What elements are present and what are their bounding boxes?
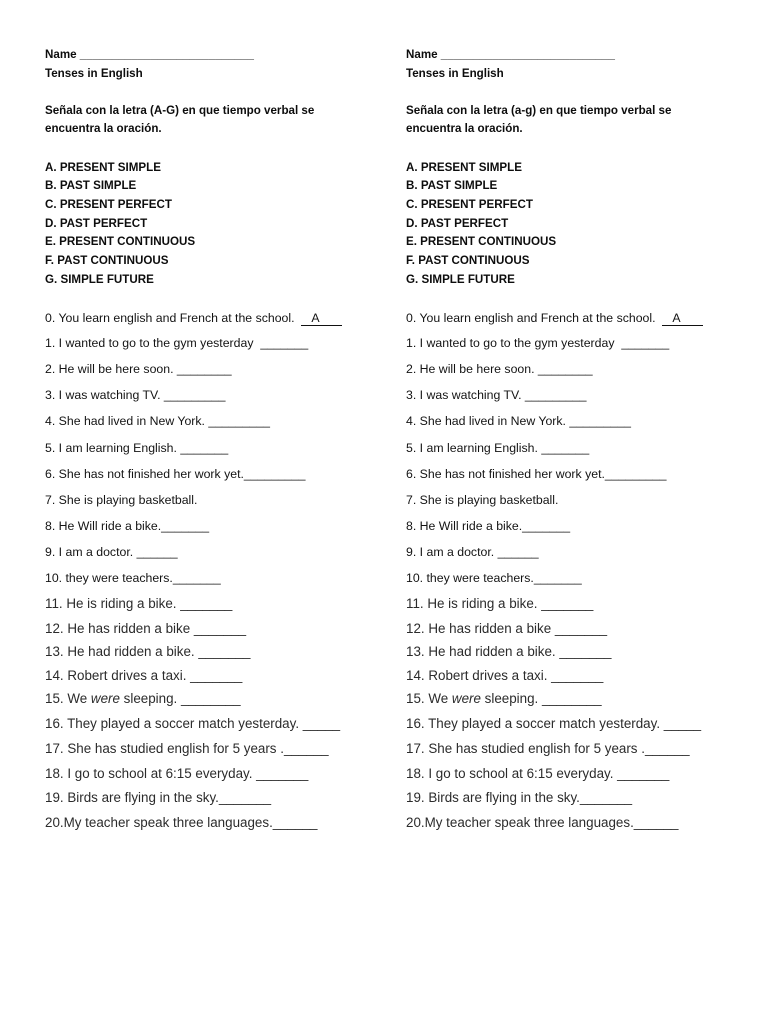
exercise-text: 16. They played a soccer match yesterday. _____ bbox=[45, 716, 341, 731]
exercise-item bbox=[406, 412, 631, 430]
emphasized-word: were bbox=[90, 691, 120, 706]
exercise-text: 1. I wanted to go to the gym yesterday _______ bbox=[45, 336, 309, 350]
exercise-text: 17. She has studied english for 5 years .______ bbox=[45, 741, 329, 756]
exercise-item bbox=[45, 765, 308, 783]
exercise-text: 20.My teacher speak three languages.______ bbox=[45, 815, 318, 830]
name-line: Name ___________________________ bbox=[406, 48, 615, 61]
exercise-text: 5. I am learning English. _______ bbox=[406, 441, 590, 455]
worksheet-title: Tenses in English bbox=[406, 67, 504, 80]
exercise-item bbox=[406, 360, 593, 378]
tense-option: A. PRESENT SIMPLE bbox=[406, 161, 522, 174]
instructions-line: encuentra la oración. bbox=[406, 122, 523, 135]
exercise-text: 15. We bbox=[45, 691, 91, 706]
exercise-text: 7. She is playing basketball. bbox=[406, 493, 559, 507]
exercise-item bbox=[406, 643, 611, 661]
exercise-item bbox=[45, 690, 241, 708]
answer-letter: A bbox=[662, 312, 702, 326]
exercise-item bbox=[406, 690, 602, 708]
tense-option: D. PAST PERFECT bbox=[45, 217, 148, 230]
name-line: Name ___________________________ bbox=[45, 48, 254, 61]
exercise-item bbox=[406, 569, 582, 587]
exercise-item bbox=[45, 439, 228, 457]
tense-option: C. PRESENT PERFECT bbox=[406, 198, 533, 211]
exercise-text: 14. Robert drives a taxi. _______ bbox=[406, 668, 604, 683]
exercise-item bbox=[45, 334, 308, 352]
exercise-text: 19. Birds are flying in the sky._______ bbox=[45, 790, 272, 805]
tense-option: B. PAST SIMPLE bbox=[406, 179, 498, 192]
exercise-item bbox=[45, 360, 232, 378]
exercise-item bbox=[45, 412, 270, 430]
exercise-item bbox=[45, 517, 209, 535]
exercise-item bbox=[406, 386, 586, 404]
exercise-item bbox=[406, 465, 666, 483]
exercise-text: 11. He is riding a bike. _______ bbox=[45, 596, 233, 611]
exercise-item bbox=[406, 814, 678, 832]
exercise-item bbox=[45, 491, 197, 509]
answer-letter: A bbox=[301, 312, 341, 326]
exercise-item bbox=[406, 715, 701, 733]
worksheet-left bbox=[45, 0, 400, 1024]
exercise-text: 11. He is riding a bike. _______ bbox=[406, 596, 594, 611]
exercise-item bbox=[45, 715, 340, 733]
exercise-text: 5. I am learning English. _______ bbox=[45, 441, 229, 455]
exercise-item bbox=[45, 620, 246, 638]
exercise-text: 9. I am a doctor. ______ bbox=[45, 545, 178, 559]
exercise-text: 3. I was watching TV. _________ bbox=[406, 388, 587, 402]
exercise-item bbox=[45, 569, 221, 587]
exercise-item bbox=[406, 667, 603, 685]
worksheet-title: Tenses in English bbox=[45, 67, 143, 80]
exercise-item bbox=[406, 309, 703, 327]
exercise-text: 10. they were teachers._______ bbox=[406, 571, 582, 585]
exercise-text: 1. I wanted to go to the gym yesterday _______ bbox=[406, 336, 670, 350]
exercise-item bbox=[406, 543, 539, 561]
exercise-item bbox=[45, 667, 242, 685]
tense-option: E. PRESENT CONTINUOUS bbox=[45, 235, 196, 248]
exercise-text: 7. She is playing basketball. bbox=[45, 493, 198, 507]
tense-option: F. PAST CONTINUOUS bbox=[406, 254, 530, 267]
exercise-text: 6. She has not finished her work yet._________ bbox=[406, 467, 667, 481]
exercise-item bbox=[406, 595, 593, 613]
exercise-item bbox=[45, 386, 225, 404]
tense-option: E. PRESENT CONTINUOUS bbox=[406, 235, 557, 248]
instructions-line: Señala con la letra (a-g) en que tiempo verbal se bbox=[406, 104, 672, 117]
exercise-item bbox=[406, 439, 589, 457]
exercise-item bbox=[406, 620, 607, 638]
tense-option: B. PAST SIMPLE bbox=[45, 179, 137, 192]
exercise-item bbox=[45, 465, 305, 483]
exercise-text: 16. They played a soccer match yesterday. _____ bbox=[406, 716, 702, 731]
exercise-text: 0. You learn english and French at the school. bbox=[406, 311, 663, 325]
exercise-text: 20.My teacher speak three languages.______ bbox=[406, 815, 679, 830]
exercise-item bbox=[45, 309, 342, 327]
exercise-item bbox=[45, 595, 232, 613]
exercise-text: 0. You learn english and French at the school. bbox=[45, 311, 302, 325]
exercise-text: 2. He will be here soon. ________ bbox=[406, 362, 593, 376]
tense-option: D. PAST PERFECT bbox=[406, 217, 509, 230]
exercise-text: 13. He had ridden a bike. _______ bbox=[45, 644, 251, 659]
exercise-text: 12. He has ridden a bike _______ bbox=[45, 621, 247, 636]
exercise-text: sleeping. ________ bbox=[480, 691, 602, 706]
exercise-text: 9. I am a doctor. ______ bbox=[406, 545, 539, 559]
exercise-item bbox=[406, 789, 632, 807]
exercise-item bbox=[406, 517, 570, 535]
tense-option: G. SIMPLE FUTURE bbox=[406, 273, 515, 286]
exercise-text: 12. He has ridden a bike _______ bbox=[406, 621, 608, 636]
exercise-item bbox=[406, 765, 669, 783]
exercise-text: 6. She has not finished her work yet._________ bbox=[45, 467, 306, 481]
exercise-text: 19. Birds are flying in the sky._______ bbox=[406, 790, 633, 805]
exercise-text: 4. She had lived in New York. _________ bbox=[45, 414, 270, 428]
tense-option: G. SIMPLE FUTURE bbox=[45, 273, 154, 286]
exercise-text: 18. I go to school at 6:15 everyday. _______ bbox=[45, 766, 309, 781]
exercise-text: 10. they were teachers._______ bbox=[45, 571, 221, 585]
exercise-item bbox=[45, 814, 317, 832]
exercise-item bbox=[406, 491, 558, 509]
exercise-text: 2. He will be here soon. ________ bbox=[45, 362, 232, 376]
exercise-text: 8. He Will ride a bike._______ bbox=[406, 519, 571, 533]
exercise-text: 17. She has studied english for 5 years .______ bbox=[406, 741, 690, 756]
tense-option: C. PRESENT PERFECT bbox=[45, 198, 172, 211]
exercise-item bbox=[406, 740, 690, 758]
worksheet-right bbox=[406, 0, 761, 1024]
exercise-item bbox=[406, 334, 669, 352]
exercise-item bbox=[45, 789, 271, 807]
exercise-text: 18. I go to school at 6:15 everyday. _______ bbox=[406, 766, 670, 781]
tense-option: F. PAST CONTINUOUS bbox=[45, 254, 169, 267]
emphasized-word: were bbox=[451, 691, 481, 706]
exercise-text: 8. He Will ride a bike._______ bbox=[45, 519, 210, 533]
exercise-item bbox=[45, 740, 329, 758]
instructions-line: Señala con la letra (A-G) en que tiempo verbal se bbox=[45, 104, 315, 117]
exercise-text: 15. We bbox=[406, 691, 452, 706]
exercise-item bbox=[45, 543, 178, 561]
exercise-text: 4. She had lived in New York. _________ bbox=[406, 414, 631, 428]
exercise-item bbox=[45, 643, 250, 661]
exercise-text: 3. I was watching TV. _________ bbox=[45, 388, 226, 402]
exercise-text: sleeping. ________ bbox=[119, 691, 241, 706]
instructions-line: encuentra la oración. bbox=[45, 122, 162, 135]
tense-option: A. PRESENT SIMPLE bbox=[45, 161, 161, 174]
exercise-text: 13. He had ridden a bike. _______ bbox=[406, 644, 612, 659]
exercise-text: 14. Robert drives a taxi. _______ bbox=[45, 668, 243, 683]
